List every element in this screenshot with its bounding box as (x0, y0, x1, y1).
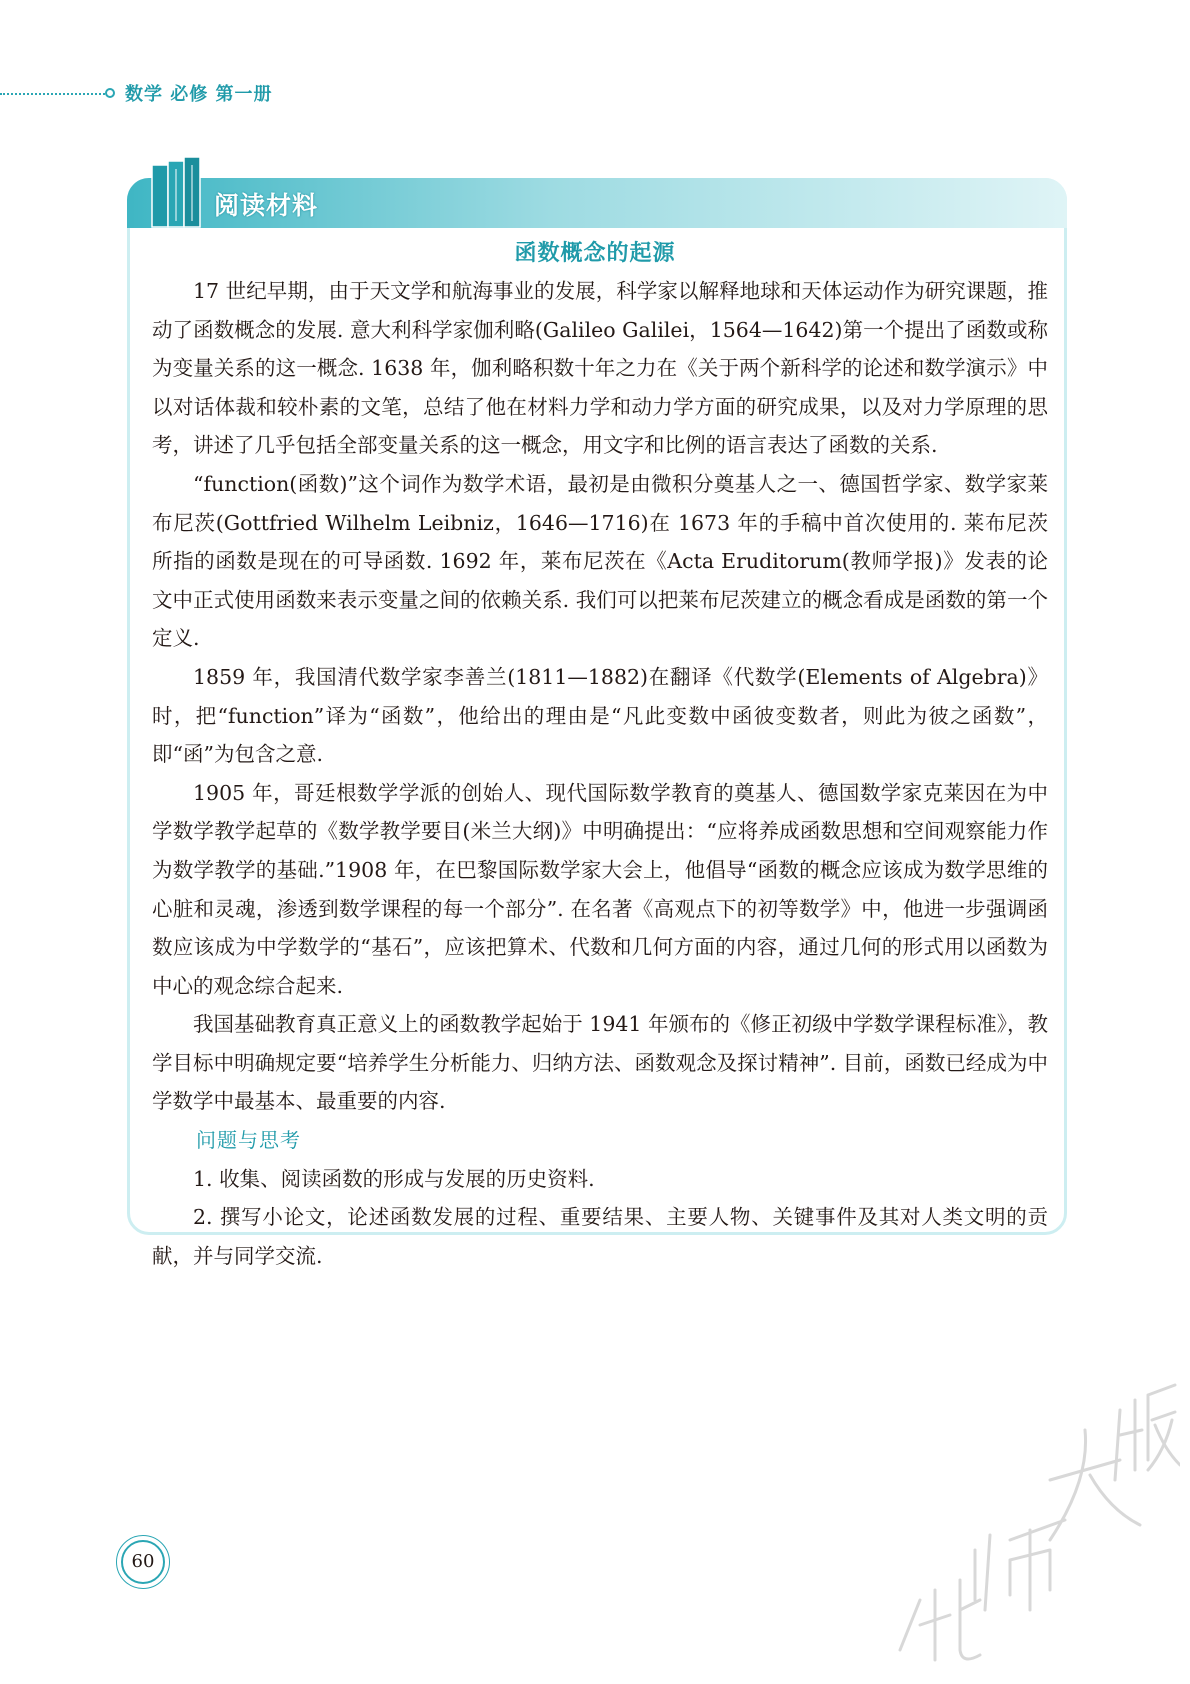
header-circle-icon (105, 88, 115, 98)
article-body (152, 272, 1048, 1275)
section-label: 阅读材料 (214, 191, 319, 220)
questions-heading: 问题与思考 (196, 1128, 301, 1153)
question-item: 2. 撰写小论文，论述函数发展的过程、重要结果、主要人物、关键事件及其对人类文明的贡献，并与同学交流. (152, 1205, 1048, 1268)
paragraph: 1859 年，我国清代数学家李善兰(1811—1882)在翻译《代数学(Elements of Algebra)》时，把“function”译为“函数”，他给出的理由是“凡此变数中函彼变数者，则此为彼之函数”，即“函”为包含之意. (152, 664, 1048, 767)
paragraph: 我国基础教育真正意义上的函数教学起始于 1941 年颁布的《修正初级中学数学课程标准》，教学目标中明确规定要“培养学生分析能力、归纳方法、函数观念及探讨精神”. 目前，函数已经成为中学数学中最基本、最重要的内容. (152, 1012, 1048, 1114)
paragraph: 17 世纪早期，由于天文学和航海事业的发展，科学家以解释地球和天体运动作为研究课题，推动了函数概念的发展. 意大利科学家伽利略(Galileo Galilei，1564—1642)第一个提出了函数或称为变量关系的这一概念. 1638 年，伽利略积数十年之力在《关于两个新科学的论述和数学演示》中以对话体裁和较朴素的文笔，总结了他在材料力学和动力学方面的研究成果，以及对力学原理的思考，讲述了几乎包括全部变量关系的这一概念，用文字和比例的语言表达了函数的关系. (152, 279, 1048, 458)
question-item: 1. 收集、阅读函数的形成与发展的历史资料. (193, 1166, 595, 1191)
running-header (0, 80, 420, 110)
paragraph: “function(函数)”这个词作为数学术语，最初是由微积分奠基人之一、德国哲学家、数学家莱布尼茨(Gottfried Wilhelm Leibniz，1646—1716)在 1673 年的手稿中首次使用的. 莱布尼茨所指的函数是现在的可导函数. 1692 年，莱布尼茨在《Acta Eruditorum(教师学报)》发表的论文中正式使用函数来表示变量之间的依赖关系. 我们可以把莱布尼茨建立的概念看成是函数的第一个定义. (152, 471, 1048, 651)
header-dotted-line (0, 93, 108, 95)
publisher-watermark (880, 1350, 1180, 1680)
page-number: 60 (121, 1540, 165, 1584)
book-title: 数学 必修 第一册 (125, 84, 273, 105)
article-title: 函数概念的起源 (514, 241, 676, 266)
paragraph: 1905 年，哥廷根数学学派的创始人、现代国际数学教育的奠基人、德国数学家克莱因在为中学数学教学起草的《数学教学要目(米兰大纲)》中明确提出：“应将养成函数思想和空间观察能力作为数学教学的基础.”1908 年，在巴黎国际数学家大会上，他倡导“函数的概念应该成为数学思维的心脏和灵魂，渗透到数学课程的每一个部分”. 在名著《高观点下的初等数学》中，他进一步强调函数应该成为中学数学的“基石”，应该把算术、代数和几何方面的内容，通过几何的形式用以函数为中心的观念综合起来. (152, 780, 1048, 998)
books-icon (150, 155, 206, 229)
